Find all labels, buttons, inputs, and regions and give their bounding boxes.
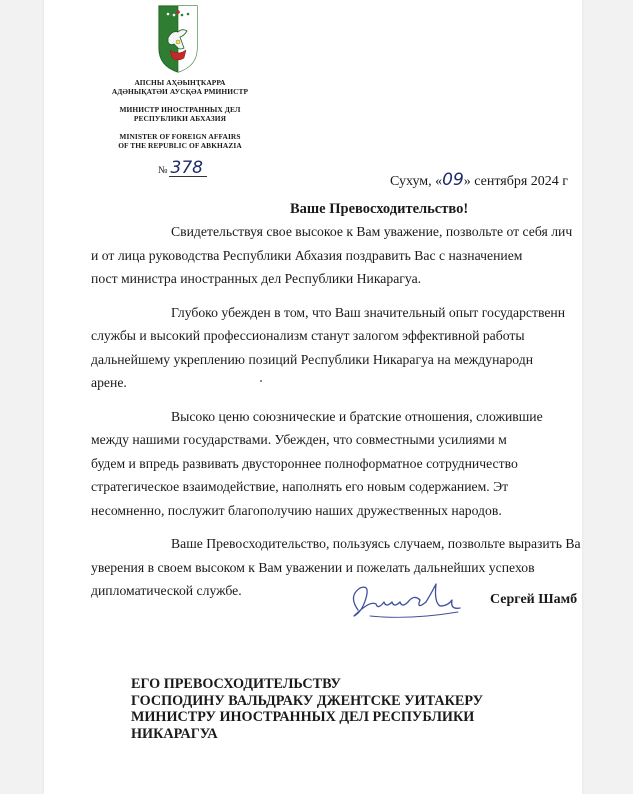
date-day: 09 [442,170,464,190]
paragraph-2 [91,301,582,395]
paragraph-line: между нашими государствами. Убежден, что совместными усилиями м [91,432,507,447]
paragraph-line: Свидетельствуя свое высокое к Вам уважение, позвольте от себя лич [171,224,573,239]
paragraph-line: службы и высокий профессионализм станут залогом эффективной работы [91,328,525,343]
paragraph-line: уверения в своем высоком к Вам уважении и пожелать дальнейших успехов [91,559,535,575]
paragraph-line: арене. [91,375,127,390]
paragraph-line: дальнейшему укреплению позиций Республики Никарагуа на международн [91,351,534,367]
letter-date [390,170,568,190]
paragraph-line: стратегическое взаимодействие, наполнять его новым содержанием. Эт [91,479,509,494]
letter-body [91,220,582,613]
addressee-line: МИНИСТРУ ИНОСТРАННЫХ ДЕЛ РЕСПУБЛИКИ [131,709,475,725]
paragraph-line: пост министра иностранных дел Республики Никарагуа. [91,271,422,286]
header-line-5: MINISTER OF FOREIGN AFFAIRS [119,132,241,141]
letter-page [44,0,582,794]
stray-dot [260,380,262,382]
ministry-header-abkhaz [90,78,270,96]
paragraph-line: и от лица руководства Республики Абхазия поздравить Вас с назначением [91,247,523,263]
header-line-1: АПСНЫ АҲӘЫНҬКАРРА [134,78,226,87]
addressee-line: ГОСПОДИНУ ВАЛЬДРАКУ ДЖЕНТСКЕ УИТАКЕРУ [131,692,484,709]
date-suffix: » сентября 2024 г [463,174,569,189]
number-sign: № [158,165,168,176]
date-prefix: Сухум, « [390,174,443,189]
addressee-line: НИКАРАГУА [131,725,218,742]
header-line-6: OF THE REPUBLIC OF ABKHAZIA [118,141,242,150]
greeting: Ваше Превосходительство! [290,201,469,217]
header-line-2: АДӘНЫҚАТӘИ АУСҚӘА РМИНИСТР [111,87,249,96]
paragraph-line: Ваше Превосходительство, пользуясь случаем, позвольте выразить Ва [171,536,581,551]
letter-number-value: 378 [169,160,207,177]
ministry-header-english [90,132,270,150]
paragraph-line: будем и впредь развивать двустороннее полноформатное сотрудничество [91,455,518,471]
handwritten-signature-icon [340,576,470,626]
signer-name: Сергей Шамб [490,592,578,607]
paragraph-line: Высоко ценю союзнические и братские отношения, сложившие [171,408,543,424]
addressee-block [131,676,483,742]
letter-number [158,160,207,177]
paragraph-1 [91,220,582,291]
paragraph-line: Глубоко убежден в том, что Ваш значительный опыт государственн [171,304,566,320]
header-line-4: РЕСПУБЛИКИ АБХАЗИЯ [133,114,227,123]
header-line-3: МИНИСТР ИНОСТРАННЫХ ДЕЛ [119,105,241,114]
paragraph-3 [91,405,582,523]
paragraph-line: несомненно, послужит благополучию наших дружественных народов. [91,502,502,518]
abkhazia-coat-of-arms-icon [156,4,200,74]
addressee-line: ЕГО ПРЕВОСХОДИТЕЛЬСТВУ [131,676,341,692]
ministry-header-russian [90,105,270,123]
paragraph-line: дипломатической службе. [91,583,242,598]
